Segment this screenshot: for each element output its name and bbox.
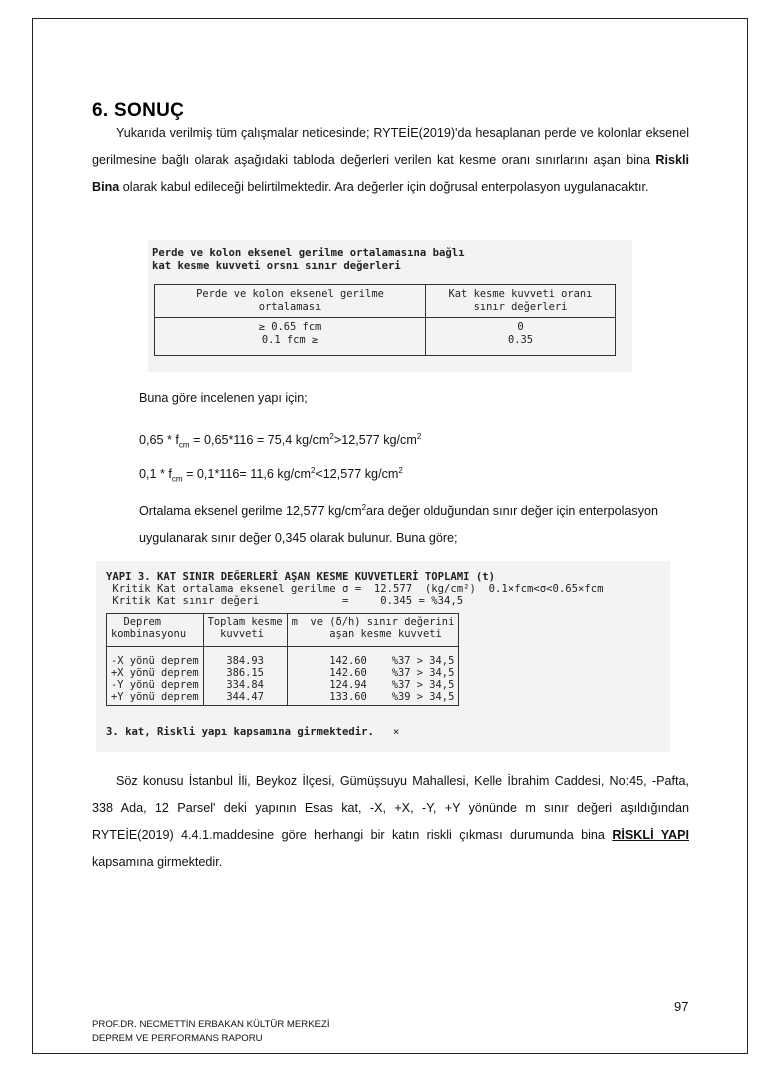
result-conclusion-text: 3. kat, Riskli yapı kapsamına girmektedir. (106, 726, 374, 738)
footer (92, 1018, 330, 1046)
header-text: Perde ve kolon eksenel gerilme (196, 288, 384, 300)
table-row (107, 614, 459, 647)
calc-interpolation (139, 494, 699, 552)
intro-part2: 'da hesaplanan perde ve kolonlar eksenel gerilmesine bağlı olarak aşağıdaki tabloda değerleri verilen kat kesme oranı sınırlarını aşan bina (92, 126, 689, 167)
result-critical-limit: Kritik Kat sınır değeri = 0.345 = %34,5 (106, 595, 464, 607)
conclusion-part3: kapsamına girmektedir. (92, 855, 223, 869)
calc-superscript: 2 (329, 432, 334, 441)
table-row (155, 318, 616, 356)
calc-text: = 0,1*116= 11,6 kg/cm (182, 467, 311, 482)
calc-text: ara değer olduğundan sınır değer için enterpolasyon (366, 504, 659, 519)
calc-text: Ortalama eksenel gerilme 12,577 kg/cm (139, 504, 362, 519)
footer-line1: PROF.DR. NECMETTİN ERBAKAN KÜLTÜR MERKEZİ (92, 1019, 330, 1030)
cell-text: 0.1 fcm ≥ (261, 334, 319, 346)
header-text: ortalaması (258, 301, 322, 313)
risky-building-label: RİSKLİ YAPI (612, 828, 689, 842)
calc-line-01 (139, 457, 699, 493)
intro-regulation-ref: RYTEİE(2019) (373, 126, 456, 140)
limits-title-line1: Perde ve kolon eksenel gerilme ortalamasına bağlı (152, 247, 465, 259)
conclusion-paragraph (92, 768, 689, 876)
intro-bold-term: Riskli Bina (92, 153, 689, 194)
calc-superscript: 2 (310, 466, 316, 475)
calc-superscript: 2 (361, 503, 367, 512)
footer-line2: DEPREM VE PERFORMANS RAPORU (92, 1033, 263, 1044)
result-critical-stress: Kritik Kat ortalama eksenel gerilme σ = 12.577 (kg/cm²) 0.1×fcm<σ<0.65×fcm (106, 583, 604, 595)
result-table (106, 613, 459, 706)
cell-text: ≥ 0.65 fcm (258, 321, 322, 333)
limits-title-line2: kat kesme kuvveti orsnı sınır değerleri (152, 260, 401, 272)
close-mark-icon: × (393, 726, 400, 738)
result-header-total-shear: Toplam kesme kuvveti (203, 614, 287, 647)
limits-header-stress (155, 285, 426, 318)
result-total-shears: 384.93 386.15 334.84 344.47 (203, 647, 287, 706)
calc-superscript: 2 (398, 466, 403, 475)
result-conclusion (106, 726, 399, 738)
result-table-figure (96, 561, 670, 752)
conclusion-regulation-ref: RYTEİE(2019) 4.4.1. (92, 828, 213, 842)
calc-text: uygulanarak sınır değer 0,345 olarak bulunur. Buna göre; (139, 531, 458, 546)
result-header-exceeding-shear: m ve (δ/h) sınır değerini aşan kesme kuvveti (287, 614, 459, 647)
table-row (107, 647, 459, 706)
limits-header-ratio (426, 285, 616, 318)
calc-subscript: cm (171, 474, 183, 484)
calc-intro: Buna göre incelenen yapı için; (139, 391, 308, 405)
table-row (155, 285, 616, 318)
intro-paragraph (92, 120, 689, 201)
limits-table (154, 284, 616, 356)
limits-ratio-values (426, 318, 616, 356)
limits-table-title (152, 247, 465, 273)
intro-part1: Yukarıda verilmiş tüm çalışmalar neticesinde; (116, 126, 374, 140)
section-heading: 6. SONUÇ (92, 100, 185, 121)
result-combinations: -X yönü deprem +X yönü deprem -Y yönü deprem +Y yönü deprem (107, 647, 204, 706)
header-text: sınır değerleri (473, 301, 568, 313)
calc-line-065 (139, 423, 699, 459)
calc-superscript: 2 (416, 432, 422, 441)
calc-subscript: cm (178, 440, 190, 450)
page-number: 97 (674, 999, 689, 1014)
calc-text: 0,65 * f (139, 433, 179, 448)
limits-stress-values (155, 318, 426, 356)
result-table-title: YAPI 3. KAT SINIR DEĞERLERİ AŞAN KESME KUVVETLERİ TOPLAMI (t) (106, 571, 496, 583)
conclusion-part2: maddesine göre herhangi bir katın riskli çıkması durumunda bina (212, 828, 613, 842)
result-exceeding-shears: 142.60 %37 > 34,5 142.60 %37 > 34,5 124.94 %37 > 34,5 133.60 %39 > 34,5 (287, 647, 459, 706)
cell-text: 0.35 (507, 334, 534, 346)
conclusion-part1: Söz konusu İstanbul İli, Beykoz İlçesi, Gümüşsuyu Mahallesi, Kelle İbrahim Caddesi, No:45, -Pafta, 338 Ada, 12 Parsel' deki yapının Esas kat, -X, +X, -Y, +Y yönünde m sınır değeri aşıldığından (92, 774, 689, 815)
cell-text: 0 (517, 321, 524, 333)
calc-text: 0,1 * f (139, 467, 172, 482)
calc-text: >12,577 kg/cm (333, 433, 417, 448)
calc-text: <12,577 kg/cm (315, 467, 399, 482)
intro-part3: olarak kabul edileceği belirtilmektedir. Ara değerler için doğrusal enterpolasyon uygulanacaktır. (119, 180, 649, 194)
limits-table-figure (148, 240, 632, 372)
header-text: Kat kesme kuvveti oranı (448, 288, 593, 300)
calc-text: = 0,65*116 = 75,4 kg/cm (189, 433, 330, 448)
result-header-combination: Deprem kombinasyonu (107, 614, 204, 647)
